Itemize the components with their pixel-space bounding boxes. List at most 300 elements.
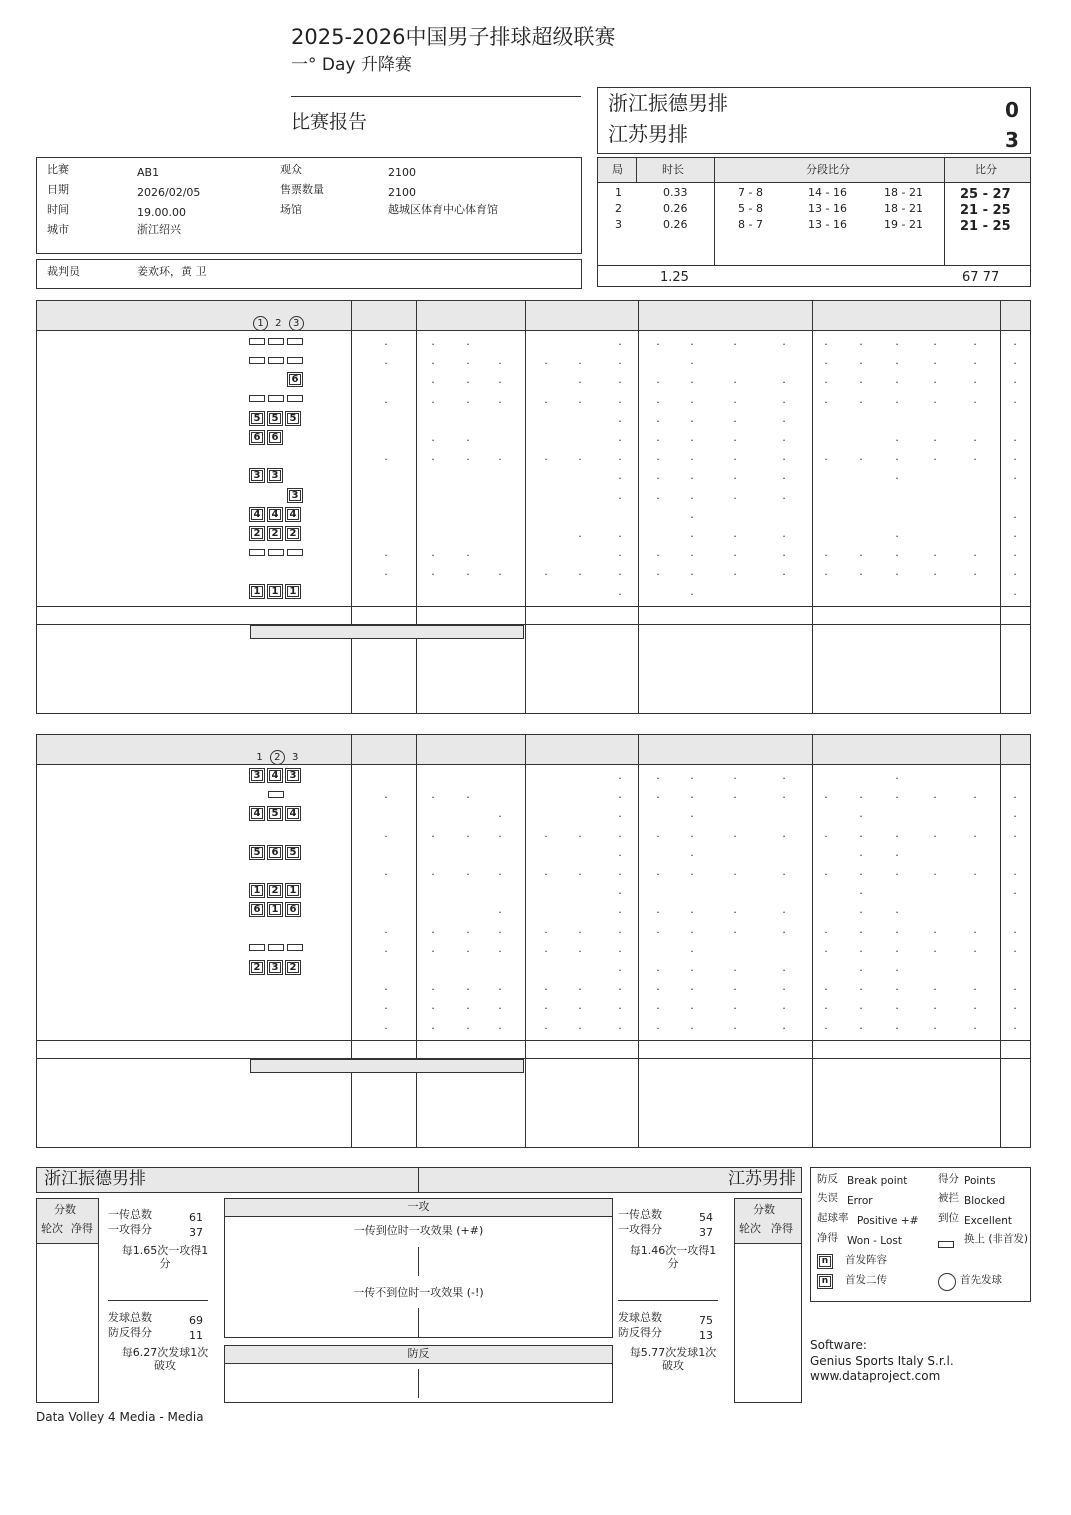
stat-cell: . (895, 451, 899, 464)
player-set-entries (249, 806, 303, 821)
stat-cell: . (895, 355, 899, 368)
stat-cell: . (431, 451, 435, 464)
player-set-entries (249, 411, 303, 426)
stat-cell: . (431, 923, 435, 936)
referees: 姜欢环，黄 卫 (137, 265, 207, 278)
stat-cell: . (782, 432, 786, 444)
stat-cell: . (690, 808, 694, 821)
stat-cell: . (859, 1019, 863, 1032)
summary-header (36, 1167, 802, 1193)
stat-cell: . (895, 981, 899, 994)
away-srv-note: 每5.77次发球1次破攻 (629, 1346, 717, 1372)
stat-cell: . (431, 432, 435, 444)
set-cell: 5 - 8 (738, 202, 763, 215)
stat-cell: . (782, 1019, 786, 1032)
stat-cell: . (1013, 585, 1017, 598)
stat-cell: . (690, 432, 694, 444)
match-city: 浙江绍兴 (137, 223, 181, 236)
stat-cell: . (618, 528, 622, 540)
stat-cell: . (782, 827, 786, 840)
starter-position: 5 (267, 806, 283, 821)
legend-blk-key: 被拦 (938, 1192, 959, 1204)
partial-col-header: 分段比分 (806, 163, 850, 176)
set-score: 25 - 27 (960, 187, 1011, 202)
divider (36, 606, 1031, 607)
away-rot-label: 轮次 (739, 1222, 761, 1235)
stat-cell: . (973, 1000, 977, 1013)
stat-cell: . (656, 789, 660, 802)
stat-cell: . (895, 393, 899, 406)
stat-cell: . (578, 1019, 582, 1032)
starter-position: 2 (285, 960, 301, 975)
divider (36, 624, 1031, 625)
starter-position: 4 (285, 806, 301, 821)
pts-by-set-header-bg (250, 1059, 524, 1073)
stat-cell: . (578, 393, 582, 406)
stat-cell: . (859, 846, 863, 859)
player-set-entries (249, 960, 303, 975)
starter-position: 5 (267, 411, 283, 426)
stat-cell: . (859, 885, 863, 898)
starter-position: 6 (249, 902, 265, 917)
stat-cell: . (933, 547, 937, 560)
match-info-box (36, 157, 582, 254)
stat-cell: . (618, 981, 622, 994)
player-set-entries (249, 526, 303, 541)
stat-cell: . (933, 355, 937, 368)
stat-cell: . (933, 336, 937, 348)
stat-cell: . (933, 827, 937, 840)
stat-cell: . (733, 866, 737, 878)
stat-cell: . (782, 1000, 786, 1013)
starter-position: 5 (249, 411, 265, 426)
stat-cell: . (782, 770, 786, 782)
stat-cell: . (824, 355, 828, 368)
legend-pos-val: Positive +# (857, 1215, 919, 1227)
stat-cell: . (690, 508, 694, 521)
legend-net-key: 净得 (817, 1232, 838, 1244)
stat-cell: . (1013, 827, 1017, 840)
stat-cell: . (733, 374, 737, 387)
home-srv-note: 每6.27次发球1次破攻 (121, 1346, 209, 1372)
stat-cell: . (933, 942, 937, 955)
match-label: 比赛 (47, 163, 69, 176)
stat-cell: . (466, 547, 470, 560)
away-srv-total-label: 发球总数 (618, 1311, 662, 1324)
stat-cell: . (824, 827, 828, 840)
sub-icon (287, 944, 303, 951)
stat-cell: . (733, 962, 737, 974)
stat-cell: . (466, 827, 470, 840)
stat-cell: . (618, 904, 622, 917)
stat-cell: . (690, 846, 694, 859)
stat-cell: . (733, 770, 737, 782)
starter-position: 2 (249, 526, 265, 541)
set-cell: 13 - 16 (808, 202, 847, 215)
legend-first-serve: 首先发球 (960, 1274, 1002, 1286)
stat-cell: . (498, 904, 502, 917)
summary-away-name: 江苏男排 (728, 1169, 796, 1189)
stat-cell: . (618, 808, 622, 821)
stat-cell: . (431, 827, 435, 840)
stat-cell: . (578, 923, 582, 936)
total-points: 67 77 (962, 270, 1000, 285)
stat-cell: . (466, 1000, 470, 1013)
stat-cell: . (618, 1019, 622, 1032)
stat-cell: . (431, 566, 435, 579)
sub-icon (938, 1237, 957, 1250)
stat-cell: . (578, 1000, 582, 1013)
stat-cell: . (656, 412, 660, 425)
player-set-entries (249, 902, 303, 917)
stat-cell: . (895, 566, 899, 579)
stat-cell: . (895, 547, 899, 560)
tickets: 2100 (388, 186, 416, 199)
stat-cell: . (690, 374, 694, 387)
stat-cell: . (859, 451, 863, 464)
stat-cell: . (618, 470, 622, 483)
stat-cell: . (933, 981, 937, 994)
away-bp-label: 防反得分 (618, 1326, 662, 1339)
stat-cell: . (895, 827, 899, 840)
stat-cell: . (431, 981, 435, 994)
date-label: 日期 (47, 183, 69, 196)
duration-col-header: 时长 (662, 163, 684, 176)
stat-cell: . (656, 547, 660, 560)
stat-cell: . (733, 566, 737, 579)
sub-icon (249, 338, 265, 345)
stat-cell: . (498, 1000, 502, 1013)
stat-cell: . (656, 904, 660, 917)
stat-cell: . (431, 1019, 435, 1032)
set-score: 21 - 25 (960, 203, 1011, 218)
stat-cell: . (498, 355, 502, 368)
stat-cell: . (1013, 432, 1017, 444)
stat-cell: . (384, 789, 388, 802)
tickets-label: 售票数量 (280, 183, 324, 196)
stat-cell: . (656, 393, 660, 406)
player-set-entries (249, 768, 303, 783)
stat-cell: . (973, 336, 977, 348)
stat-cell: . (1013, 808, 1017, 821)
stat-cell: . (782, 393, 786, 406)
stat-cell: . (733, 470, 737, 483)
legend-sub: 换上 (非首发) (964, 1233, 1029, 1245)
starter-position: 4 (249, 507, 265, 522)
stat-cell: . (498, 374, 502, 387)
sub-icon (249, 357, 265, 364)
stat-cell: . (895, 789, 899, 802)
stat-cell: . (618, 866, 622, 878)
sub-icon (268, 791, 284, 798)
starter-position: 6 (287, 372, 303, 387)
match-time: 19.00.00 (137, 206, 186, 219)
away-rec-total: 54 (699, 1211, 713, 1224)
stat-cell: . (618, 374, 622, 387)
stat-cell: . (733, 923, 737, 936)
starter-position: 6 (267, 845, 283, 860)
stat-cell: . (933, 566, 937, 579)
stat-cell: . (498, 866, 502, 878)
stat-cell: . (1013, 885, 1017, 898)
stat-cell: . (690, 566, 694, 579)
col-divider (351, 301, 352, 714)
stat-cell: . (933, 923, 937, 936)
stat-cell: . (733, 489, 737, 502)
divider (418, 1308, 419, 1337)
stat-cell: . (384, 393, 388, 406)
stat-cell: . (733, 827, 737, 840)
legend-err-key: 失误 (817, 1192, 838, 1204)
stat-cell: . (578, 866, 582, 878)
stat-cell: . (544, 942, 548, 955)
stat-cell: . (895, 374, 899, 387)
starter-position: 6 (249, 430, 265, 445)
stat-cell: . (733, 393, 737, 406)
stat-cell: . (973, 789, 977, 802)
stat-cell: . (782, 547, 786, 560)
stat-cell: . (618, 942, 622, 955)
audience-label: 观众 (280, 163, 302, 176)
stat-cell: . (733, 789, 737, 802)
legend-bp-key: 防反 (817, 1173, 838, 1185)
stat-cell: . (895, 942, 899, 955)
sub-icon (249, 549, 265, 556)
stat-cell: . (384, 355, 388, 368)
home-fb-label: 一攻得分 (108, 1223, 152, 1236)
stat-cell: . (1013, 923, 1017, 936)
stat-cell: . (973, 393, 977, 406)
stat-cell: . (498, 827, 502, 840)
stat-cell: . (431, 393, 435, 406)
stat-cell: . (895, 923, 899, 936)
software-label: Software: (810, 1338, 867, 1352)
legend-pt-val: Points (964, 1175, 996, 1187)
stat-cell: . (384, 827, 388, 840)
stat-cell: . (618, 885, 622, 898)
match-code: AB1 (137, 166, 160, 179)
col-divider (525, 735, 526, 1148)
sub-icon (287, 395, 303, 402)
player-set-entries (249, 468, 304, 483)
player-set-entries (249, 488, 305, 503)
stat-cell: . (690, 942, 694, 955)
set-cell: 0.26 (663, 218, 688, 231)
stat-cell: . (933, 451, 937, 464)
audience: 2100 (388, 166, 416, 179)
stat-cell: . (384, 981, 388, 994)
starter-position: 1 (285, 883, 301, 898)
stat-cell: . (933, 374, 937, 387)
team-header-bg (37, 735, 1030, 764)
stat-cell: . (384, 1019, 388, 1032)
software-vendor: Genius Sports Italy S.r.l. (810, 1354, 954, 1368)
starter-position: 5 (285, 845, 301, 860)
stat-cell: . (466, 355, 470, 368)
stat-cell: . (859, 393, 863, 406)
page-title: 2025-2026中国男子排球超级联赛 (291, 25, 616, 49)
software-url[interactable]: www.dataproject.com (810, 1369, 941, 1383)
stat-cell: . (618, 585, 622, 598)
total-duration: 1.25 (660, 270, 689, 285)
set-col-header: 局 (612, 163, 623, 176)
stat-cell: . (859, 866, 863, 878)
stat-cell: . (690, 336, 694, 348)
team-header-bg (37, 301, 1030, 330)
stat-cell: . (859, 1000, 863, 1013)
starter-position: 1 (285, 584, 301, 599)
stat-cell: . (690, 981, 694, 994)
stat-cell: . (431, 336, 435, 348)
sub-icon (268, 357, 284, 364)
stat-cell: . (431, 1000, 435, 1013)
stat-cell: . (431, 547, 435, 560)
stat-cell: . (384, 566, 388, 579)
stat-cell: . (384, 1000, 388, 1013)
stat-cell: . (466, 336, 470, 348)
stat-cell: . (384, 923, 388, 936)
stat-cell: . (578, 355, 582, 368)
stat-cell: . (782, 789, 786, 802)
starter-position: 5 (285, 411, 301, 426)
stat-cell: . (578, 566, 582, 579)
sub-icon (268, 395, 284, 402)
starter-position: 6 (267, 430, 283, 445)
stat-cell: . (782, 470, 786, 483)
sub-icon (268, 944, 284, 951)
stat-cell: . (618, 451, 622, 464)
stat-cell: . (466, 942, 470, 955)
home-bp-label: 防反得分 (108, 1326, 152, 1339)
stat-cell: . (733, 904, 737, 917)
starter-position: 3 (249, 468, 265, 483)
player-set-entries (249, 334, 306, 347)
starter-position: 3 (267, 468, 283, 483)
stat-cell: . (690, 923, 694, 936)
stat-cell: . (690, 770, 694, 782)
stat-cell: . (690, 1000, 694, 1013)
stat-cell: . (933, 432, 937, 444)
legend-bp-val: Break point (847, 1175, 908, 1187)
stat-cell: . (578, 981, 582, 994)
starter-position: 2 (267, 883, 283, 898)
stat-cell: . (578, 528, 582, 540)
stat-cell: . (618, 827, 622, 840)
stat-cell: . (933, 1019, 937, 1032)
stat-cell: . (544, 866, 548, 878)
stat-cell: . (1013, 789, 1017, 802)
set-cell: 8 - 7 (738, 218, 763, 231)
stat-cell: . (824, 1000, 828, 1013)
stat-cell: . (498, 451, 502, 464)
venue: 越城区体育中心体育馆 (388, 203, 498, 216)
stat-cell: . (618, 393, 622, 406)
starter-position: 1 (249, 883, 265, 898)
stat-cell: . (656, 770, 660, 782)
sub-icon (287, 357, 303, 364)
stat-cell: . (544, 981, 548, 994)
stat-cell: . (824, 451, 828, 464)
set-cell: 19 - 21 (884, 218, 923, 231)
stat-cell: . (618, 770, 622, 782)
footer: Data Volley 4 Media - Media (36, 1410, 204, 1424)
legend-err-val: Error (847, 1195, 873, 1207)
player-set-entries (249, 941, 306, 954)
sub-icon (249, 944, 265, 951)
stat-cell: . (1013, 374, 1017, 387)
stat-cell: . (431, 789, 435, 802)
away-rec-total-label: 一传总数 (618, 1208, 662, 1221)
legend-blk-val: Blocked (964, 1195, 1006, 1207)
stat-cell: . (656, 962, 660, 974)
stat-cell: . (618, 489, 622, 502)
stat-cell: . (578, 942, 582, 955)
stat-cell: . (431, 942, 435, 955)
stat-cell: . (656, 432, 660, 444)
sub-icon (268, 338, 284, 345)
stat-cell: . (782, 489, 786, 502)
col-divider (351, 735, 352, 1148)
set-cell: 18 - 21 (884, 202, 923, 215)
stat-cell: . (466, 393, 470, 406)
stat-cell: . (895, 866, 899, 878)
stat-cell: . (859, 942, 863, 955)
first-attack-neg-title: 一传不到位时一攻效果 (-!) (353, 1286, 484, 1299)
starter-position: 4 (285, 507, 301, 522)
stat-cell: . (466, 566, 470, 579)
stat-cell: . (466, 866, 470, 878)
stat-cell: . (1013, 1000, 1017, 1013)
stat-cell: . (690, 547, 694, 560)
stat-cell: . (824, 393, 828, 406)
sub-icon (268, 549, 284, 556)
stat-cell: . (618, 412, 622, 425)
stat-cell: . (384, 942, 388, 955)
home-rec-total-label: 一传总数 (108, 1208, 152, 1221)
starter-position: 2 (249, 960, 265, 975)
report-title: 比赛报告 (291, 111, 368, 133)
stat-cell: . (782, 451, 786, 464)
stat-cell: . (824, 374, 828, 387)
player-set-entries (249, 392, 306, 405)
divider (36, 1040, 1031, 1041)
stat-cell: . (859, 336, 863, 348)
stat-cell: . (973, 355, 977, 368)
stat-cell: . (782, 374, 786, 387)
stat-cell: . (859, 355, 863, 368)
stat-cell: . (859, 808, 863, 821)
stat-cell: . (1013, 866, 1017, 878)
divider (36, 1058, 1031, 1059)
away-team-name: 江苏男排 (608, 122, 688, 146)
stat-cell: . (895, 770, 899, 782)
stat-cell: . (1013, 566, 1017, 579)
stat-cell: . (466, 451, 470, 464)
stat-cell: . (733, 1000, 737, 1013)
stat-cell: . (973, 432, 977, 444)
stat-cell: . (544, 827, 548, 840)
set-score: 21 - 25 (960, 219, 1011, 234)
stat-cell: . (895, 846, 899, 859)
stat-cell: . (656, 923, 660, 936)
stat-cell: . (618, 336, 622, 348)
stat-cell: . (656, 451, 660, 464)
stat-cell: . (859, 789, 863, 802)
starter-position: 1 (267, 584, 283, 599)
legend-pos-key: 起球率 (817, 1212, 849, 1224)
home-rec-note: 每1.65次一攻得1分 (121, 1244, 209, 1270)
stat-cell: . (824, 866, 828, 878)
